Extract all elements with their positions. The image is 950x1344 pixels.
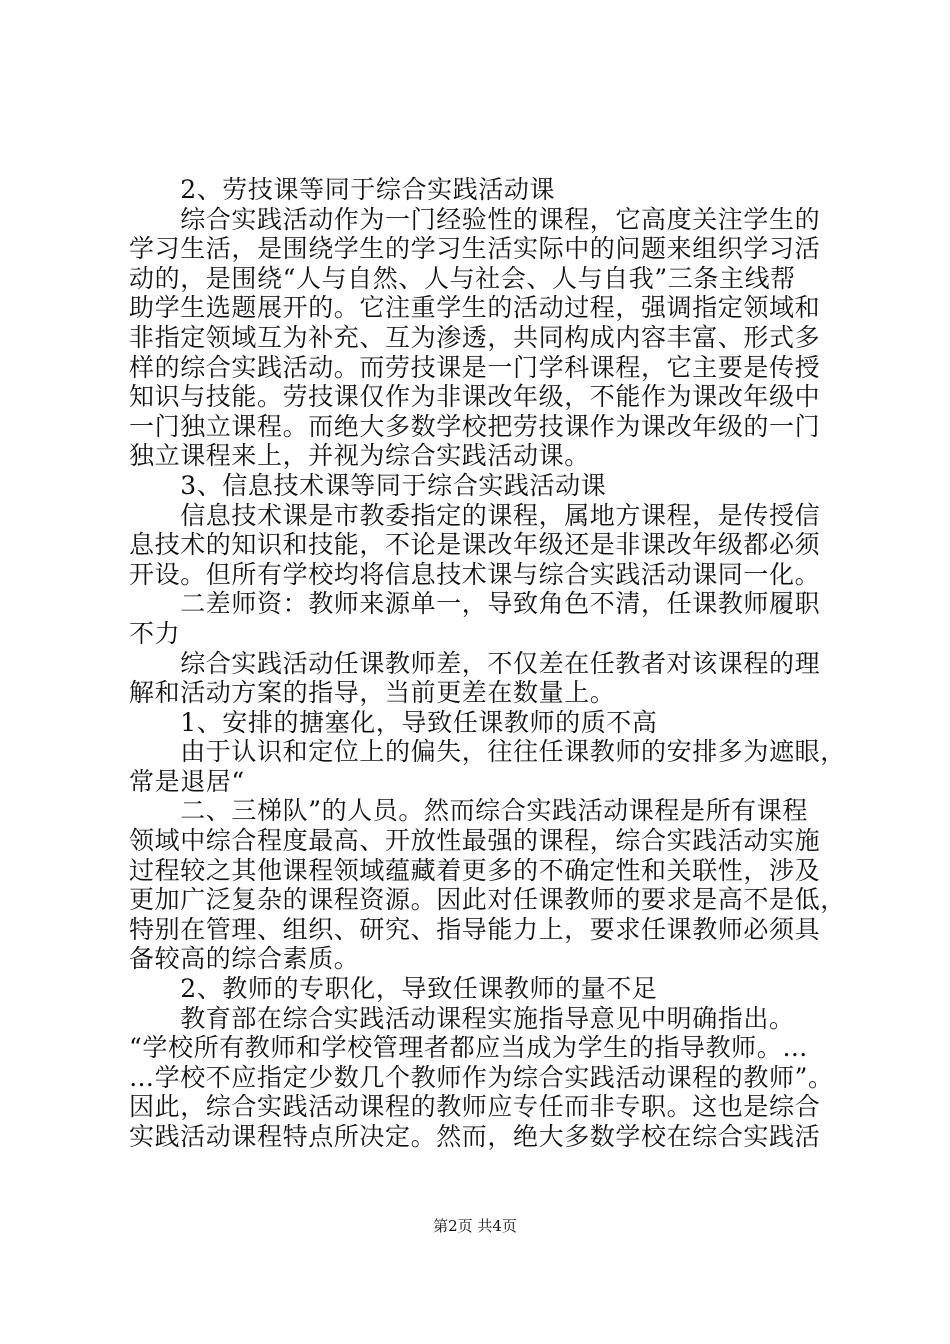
text-line: 解和活动方案的指导，当前更差在数量上。 [129,678,616,708]
text-line: 因此，综合实践活动课程的教师应专任而非专职。这也是综合 [129,1092,821,1122]
text-line: 助学生选题展开的。它注重学生的活动过程，强调指定领域和 [129,293,821,323]
text-line: 过程较之其他课程领域蕴藏着更多的不确定性和关联性，涉及 [129,855,821,885]
text-line: 一门独立课程。而绝大多数学校把劳技课作为课改年级的一门 [129,411,821,441]
page-footer [0,1215,950,1236]
text-line: 由于认识和定位上的偏失，往往任课教师的安排多为遮眼， [129,737,846,767]
text-line: 更加广泛复杂的课程资源。因此对任课教师的要求是高不是低， [129,885,846,915]
text-line: 独立课程来上，并视为综合实践活动课。 [129,441,590,471]
text-line: 特别在管理、组织、研究、指导能力上，要求任课教师必须具 [129,914,821,944]
text-line: 知识与技能。劳技课仅作为非课改年级，不能作为课改年级中 [129,382,821,412]
text-line: 二差师资：教师来源单一，导致角色不清，任课教师履职 [129,589,821,619]
text-line: 2、教师的专职化，导致任课教师的量不足 [129,974,658,1004]
text-line: 信息技术课是市教委指定的课程，属地方课程，是传授信 [129,500,821,530]
text-line: 领域中综合程度最高、开放性最强的课程，综合实践活动实施 [129,826,821,856]
text-line: 3、信息技术课等同于综合实践活动课 [129,470,607,500]
text-line: 非指定领域互为补充、互为渗透，共同构成内容丰富、形式多 [129,322,821,352]
text-line: 1、安排的搪塞化，导致任课教师的质不高 [129,707,658,737]
text-line: 综合实践活动任课教师差，不仅差在任教者对该课程的理 [129,648,821,678]
text-line: 学习生活，是围绕学生的学习生活实际中的问题来组织学习活 [129,234,821,264]
text-line: 不力 [129,618,181,648]
text-line: 常是退居“ [129,766,245,796]
text-line: 实践活动课程特点所决定。然而，绝大多数学校在综合实践活 [129,1122,821,1151]
text-line: 动的，是围绕“人与自然、人与社会、人与自我”三条主线帮 [129,263,796,293]
document-body [129,175,846,1152]
text-line: 综合实践活动作为一门经验性的课程，它高度关注学生的 [129,204,821,234]
text-line: 开设。但所有学校均将信息技术课与综合实践活动课同一化。 [129,559,821,589]
text-line: 息技术的知识和技能，不论是课改年级还是非课改年级都必须 [129,530,821,560]
text-line: …学校不应指定少数几个教师作为综合实践活动课程的教师”。 [129,1062,834,1092]
text-line: 备较高的综合素质。 [129,944,360,974]
text-line: “学校所有教师和学校管理者都应当成为学生的指导教师。… [129,1033,808,1063]
page-number: 第2页 共4页 [433,1217,517,1235]
text-line: 二、三梯队”的人员。然而综合实践活动课程是所有课程 [129,796,808,826]
text-line: 2、劳技课等同于综合实践活动课 [129,175,556,204]
text-line: 样的综合实践活动。而劳技课是一门学科课程，它主要是传授 [129,352,821,382]
text-line: 教育部在综合实践活动课程实施指导意见中明确指出。 [129,1003,795,1033]
